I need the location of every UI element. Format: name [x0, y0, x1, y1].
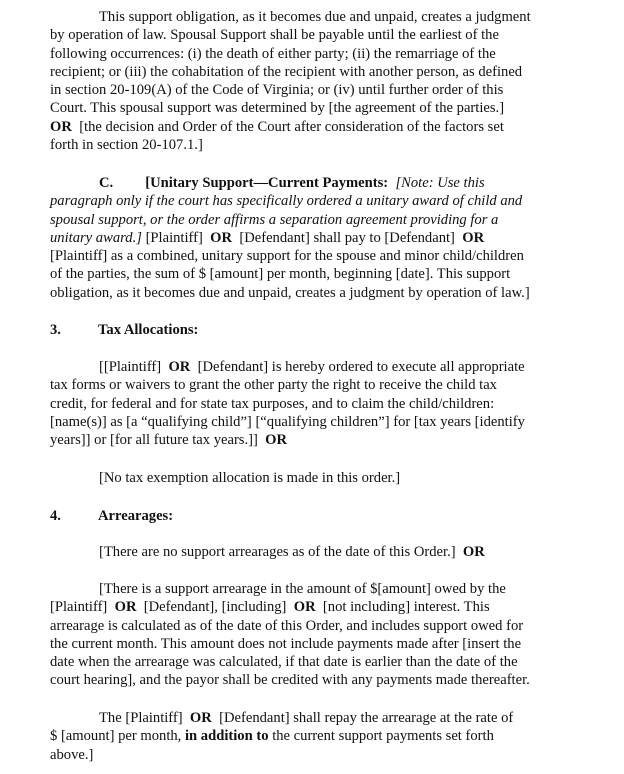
or-connector: OR — [189, 710, 212, 726]
text-segment: the current support payments set forth — [272, 728, 494, 745]
emphasis-text: in addition to — [184, 728, 269, 745]
repayment-paragraph — [50, 709, 578, 764]
arrearages-heading — [50, 507, 578, 525]
note-line: paragraph only if the court has specifically ordered a unitary award of child and — [50, 193, 523, 210]
note-text: unitary award.] — [50, 229, 142, 246]
section-heading: [Unitary Support—Current Payments: — [145, 175, 389, 191]
tax-allocations-heading — [50, 321, 578, 339]
text-segment: [Defendant], [including] — [143, 599, 287, 616]
text-line — [50, 358, 578, 376]
text-line: above.] — [50, 746, 94, 763]
text-line: This support obligation, as it becomes due and unpaid, creates a judgment — [99, 9, 531, 25]
arrearage-paragraph — [50, 580, 578, 690]
text-line: the current month. This amount does not include payments made after [insert the — [50, 635, 522, 652]
text-segment: [not including] interest. This — [322, 599, 490, 616]
section-number: 4. — [50, 508, 61, 524]
text-line — [50, 727, 578, 745]
text-line — [50, 543, 578, 561]
section-heading: Tax Allocations: — [98, 322, 199, 338]
or-connector: OR — [293, 599, 316, 616]
spousal-support-paragraph — [50, 8, 578, 154]
or-connector: OR — [265, 432, 288, 449]
text-line — [50, 118, 578, 136]
text-line: credit, for federal and for state tax purposes, and to claim the child/children: — [50, 395, 495, 412]
text-line: of the parties, the sum of $ [amount] per month, beginning [date]. This support — [50, 266, 511, 283]
note-line: spousal support, or the order affirms a separation agreement providing for a — [50, 211, 499, 228]
text-segment: [Plaintiff] — [145, 229, 203, 246]
text-line: by operation of law. Spousal Support shall be payable until the earliest of the — [50, 27, 499, 44]
text-line: [name(s)] as [a “qualifying child”] [“qualifying children”] for [tax years [identify — [50, 413, 525, 430]
text-segment: years]] or [for all future tax years.]] — [50, 432, 258, 449]
text-line — [50, 709, 578, 727]
text-segment: [Defendant] is hereby ordered to execute all appropriate — [197, 359, 525, 375]
tax-allocations-paragraph — [50, 358, 578, 449]
text-line — [50, 229, 578, 247]
text-line — [50, 431, 578, 449]
text-line — [50, 174, 578, 192]
text-line: court hearing], and the payor shall be credited with any payments made thereafter. — [50, 672, 530, 689]
text-line: recipient; or (iii) the cohabitation of the recipient with another person, as defined — [50, 63, 523, 80]
or-connector: OR — [50, 118, 72, 135]
text-line: Court. This spousal support was determined by [the agreement of the parties.] — [50, 100, 505, 117]
no-arrearages-paragraph — [50, 543, 578, 561]
text-line: arrearage is calculated as of the date of this Order, and includes support owed for — [50, 617, 524, 634]
or-connector: OR — [462, 229, 485, 246]
text-line: [There is a support arrearage in the amount of $[amount] owed by the — [99, 581, 506, 597]
or-connector: OR — [462, 544, 485, 560]
text-segment: [the decision and Order of the Court after consideration of the factors set — [79, 118, 504, 135]
or-connector: OR — [168, 359, 191, 375]
text-line: [Plaintiff] as a combined, unitary support for the spouse and minor child/children — [50, 248, 524, 265]
text-segment: $ [amount] per month, — [50, 728, 182, 745]
text-line: tax forms or waivers to grant the other party the right to receive the child tax — [50, 377, 497, 394]
text-segment: [Defendant] shall repay the arrearage at the rate of — [219, 710, 514, 726]
text-line: date when the arrearage was calculated, if that date is earlier than the date of the — [50, 654, 518, 671]
text-segment: [[Plaintiff] — [99, 359, 162, 375]
text-segment: [Plaintiff] — [50, 599, 108, 616]
section-label: C. — [99, 175, 114, 191]
section-number: 3. — [50, 322, 61, 338]
unitary-support-section — [50, 174, 578, 302]
section-heading: Arrearages: — [98, 508, 174, 524]
text-segment: [Defendant] shall pay to [Defendant] — [239, 229, 455, 246]
text-line: obligation, as it becomes due and unpaid, creates a judgment by operation of law.] — [50, 284, 530, 301]
note-text: [Note: Use this — [395, 175, 485, 191]
text-line: forth in section 20-107.1.] — [50, 137, 203, 154]
or-connector: OR — [114, 599, 137, 616]
or-connector: OR — [210, 229, 233, 246]
no-exemption-paragraph — [50, 469, 578, 487]
text-line: [No tax exemption allocation is made in this order.] — [99, 470, 401, 486]
text-line: following occurrences: (i) the death of either party; (ii) the remarriage of the — [50, 45, 496, 62]
text-line — [50, 598, 578, 616]
text-segment: [There are no support arrearages as of the date of this Order.] — [99, 544, 456, 560]
text-line: in section 20-109(A) of the Code of Virginia; or (iv) until further order of this — [50, 82, 504, 99]
text-segment: The [Plaintiff] — [99, 710, 183, 726]
